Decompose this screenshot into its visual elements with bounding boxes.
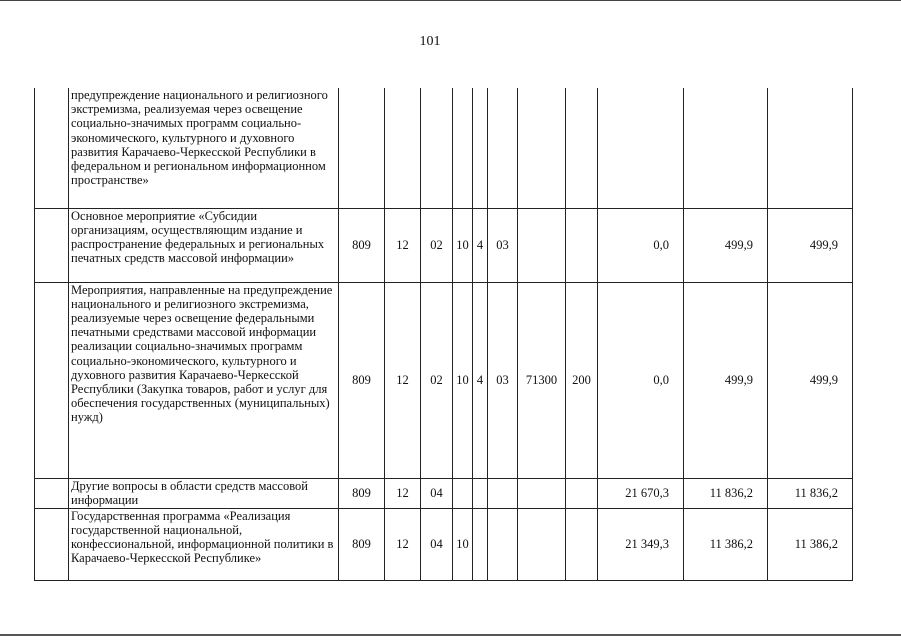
amount-year-1: 21 349,3: [598, 508, 684, 580]
bottom-scan-rule: [0, 634, 901, 636]
code-subsection: 04: [421, 478, 453, 508]
code-subprogram: 4: [473, 282, 488, 478]
code-event: 03: [488, 208, 518, 282]
code-direction: [518, 508, 566, 580]
code-subsection: 02: [421, 208, 453, 282]
row-description: Другие вопросы в области средств массовой информации: [69, 478, 339, 508]
table-row: [35, 508, 853, 580]
code-program: 10: [453, 282, 473, 478]
amount-year-3: 11 386,2: [768, 508, 853, 580]
code-direction: [518, 88, 566, 208]
amount-year-1: 21 670,3: [598, 478, 684, 508]
code-program: 10: [453, 508, 473, 580]
amount-year-2: [684, 88, 768, 208]
code-subprogram: [473, 88, 488, 208]
code-direction: [518, 478, 566, 508]
table-row: [35, 88, 853, 208]
code-event: 03: [488, 282, 518, 478]
table-row: [35, 208, 853, 282]
amount-year-3: [768, 88, 853, 208]
row-description: предупреждение национального и религиозного экстремизма, реализуемая через освещение социально-значимых программ социально-экономического, культурного и духовного развития Карачаево-Черкесской Республики в федеральном и региональном информационном пространстве»: [69, 88, 339, 208]
amount-year-2: 499,9: [684, 208, 768, 282]
amount-year-3: 499,9: [768, 282, 853, 478]
code-expense-type: [566, 508, 598, 580]
code-expense-type: [566, 208, 598, 282]
page-number: 101: [419, 34, 441, 49]
code-event: [488, 478, 518, 508]
row-description: Государственная программа «Реализация государственной национальной, конфессиональной, информационной политики в Карачаево-Черкесской Республике»: [69, 508, 339, 580]
code-subsection: 02: [421, 282, 453, 478]
code-ministry: 809: [339, 282, 385, 478]
code-program: [453, 478, 473, 508]
margin-cell: [35, 88, 69, 208]
margin-cell: [35, 508, 69, 580]
code-program: 10: [453, 208, 473, 282]
amount-year-2: 499,9: [684, 282, 768, 478]
code-expense-type: [566, 88, 598, 208]
margin-cell: [35, 208, 69, 282]
code-program: [453, 88, 473, 208]
code-ministry: 809: [339, 508, 385, 580]
code-expense-type: 200: [566, 282, 598, 478]
amount-year-3: 11 836,2: [768, 478, 853, 508]
amount-year-1: 0,0: [598, 282, 684, 478]
amount-year-2: 11 386,2: [684, 508, 768, 580]
code-section: 12: [385, 508, 421, 580]
table-row: [35, 282, 853, 478]
budget-table: [34, 88, 853, 581]
code-section: [385, 88, 421, 208]
amount-year-3: 499,9: [768, 208, 853, 282]
code-section: 12: [385, 478, 421, 508]
row-description: Основное мероприятие «Субсидии организациям, осуществляющим издание и распространение федеральных и региональных печатных средств массовой информации»: [69, 208, 339, 282]
code-direction: [518, 208, 566, 282]
table-row: [35, 478, 853, 508]
top-scan-rule: [0, 0, 901, 1]
code-subsection: 04: [421, 508, 453, 580]
amount-year-1: [598, 88, 684, 208]
code-subprogram: 4: [473, 208, 488, 282]
code-ministry: 809: [339, 478, 385, 508]
code-subprogram: [473, 478, 488, 508]
row-description: Мероприятия, направленные на предупреждение национального и религиозного экстремизма, реализуемые через освещение федеральными печатными средствами массовой информации реализации социально-значимых программ социально-экономического, культурного и духовного развития Карачаево-Черкесской Республики (Закупка товаров, работ и услуг для обеспечения государственных (муниципальных) нужд): [69, 282, 339, 478]
code-section: 12: [385, 282, 421, 478]
amount-year-2: 11 836,2: [684, 478, 768, 508]
code-subprogram: [473, 508, 488, 580]
code-section: 12: [385, 208, 421, 282]
margin-cell: [35, 282, 69, 478]
code-event: [488, 508, 518, 580]
code-subsection: [421, 88, 453, 208]
code-ministry: 809: [339, 208, 385, 282]
margin-cell: [35, 478, 69, 508]
code-event: [488, 88, 518, 208]
code-ministry: [339, 88, 385, 208]
code-expense-type: [566, 478, 598, 508]
amount-year-1: 0,0: [598, 208, 684, 282]
code-direction: 71300: [518, 282, 566, 478]
